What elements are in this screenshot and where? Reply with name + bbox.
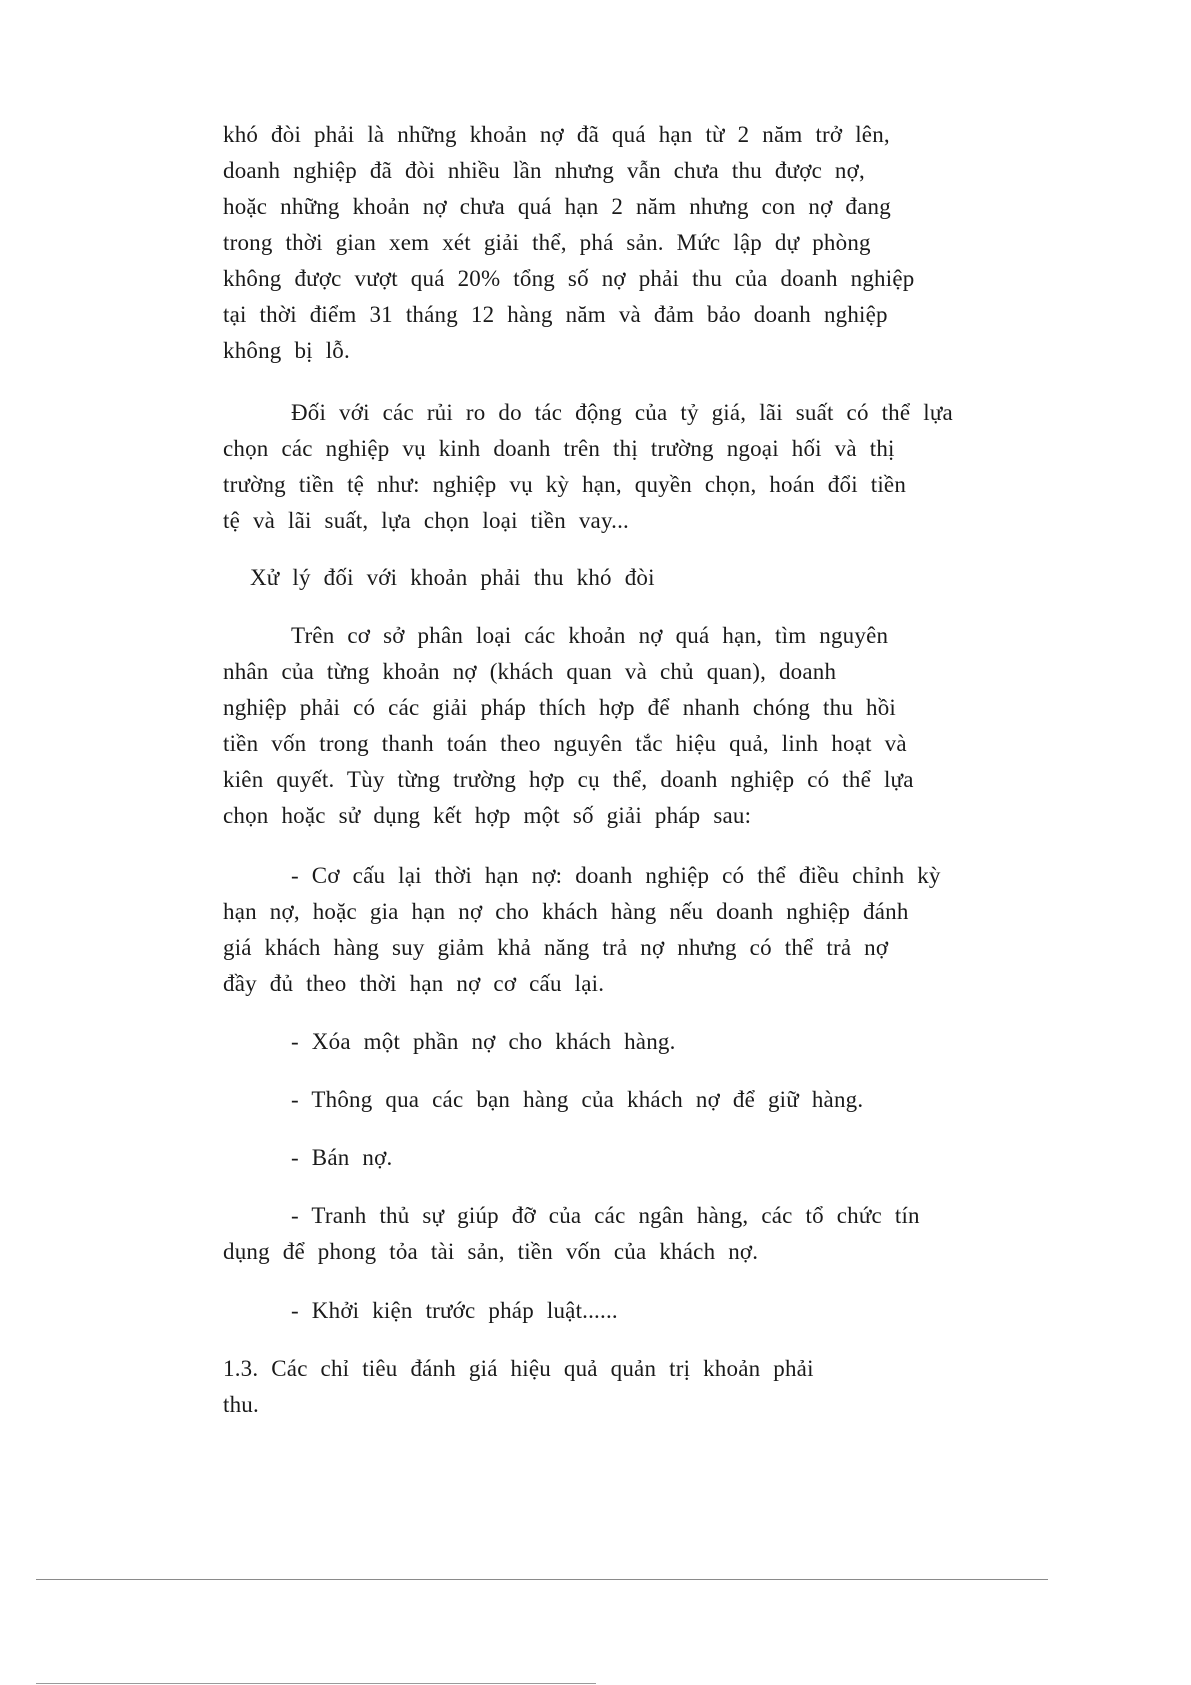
text-line: chọn các nghiệp vụ kinh doanh trên thị trường ngoại hối và thị xyxy=(223,436,895,461)
text-line: - Tranh thủ sự giúp đỡ của các ngân hàng, các tổ chức tín xyxy=(291,1203,920,1228)
text-line: không được vượt quá 20% tổng số nợ phải thu của doanh nghiệp xyxy=(223,266,915,291)
text-line: dụng để phong tỏa tài sản, tiền vốn của khách nợ. xyxy=(223,1239,759,1264)
text-line: trong thời gian xem xét giải thể, phá sản. Mức lập dự phòng xyxy=(223,230,871,255)
bullet-bank-assistance xyxy=(223,1198,920,1270)
paragraph-exchange-rate-risk xyxy=(223,395,953,539)
text-line: giá khách hàng suy giảm khả năng trả nợ nhưng có thể trả nợ xyxy=(223,935,889,960)
text-line: thu. xyxy=(223,1392,259,1417)
text-line: nghiệp phải có các giải pháp thích hợp để nhanh chóng thu hồi xyxy=(223,695,896,720)
text-line: doanh nghiệp đã đòi nhiều lần nhưng vẫn chưa thu được nợ, xyxy=(223,158,865,183)
text-line: nhân của từng khoản nợ (khách quan và chủ quan), doanh xyxy=(223,659,837,684)
section-heading-1-3 xyxy=(223,1351,814,1423)
bullet-lawsuit xyxy=(291,1293,618,1329)
text-line: 1.3. Các chỉ tiêu đánh giá hiệu quả quản trị khoản phải xyxy=(223,1356,814,1381)
text-line: - Khởi kiện trước pháp luật...... xyxy=(291,1298,618,1323)
text-line: chọn hoặc sử dụng kết hợp một số giải pháp sau: xyxy=(223,803,752,828)
text-line: tệ và lãi suất, lựa chọn loại tiền vay... xyxy=(223,508,630,533)
text-line: hạn nợ, hoặc gia hạn nợ cho khách hàng nếu doanh nghiệp đánh xyxy=(223,899,909,924)
text-line: khó đòi phải là những khoản nợ đã quá hạn từ 2 năm trở lên, xyxy=(223,122,890,147)
bottom-edge-line xyxy=(36,1683,596,1684)
text-line: Xử lý đối với khoản phải thu khó đòi xyxy=(250,565,655,590)
footer-divider xyxy=(36,1579,1048,1580)
text-line: Đối với các rủi ro do tác động của tỷ giá, lãi suất có thể lựa xyxy=(291,400,953,425)
text-line: kiên quyết. Tùy từng trường hợp cụ thể, doanh nghiệp có thể lựa xyxy=(223,767,914,792)
bullet-hold-goods xyxy=(291,1082,863,1118)
paragraph-provision-criteria xyxy=(223,117,914,369)
text-line: đầy đủ theo thời hạn nợ cơ cấu lại. xyxy=(223,971,605,996)
text-line: tiền vốn trong thanh toán theo nguyên tắc hiệu quả, linh hoạt và xyxy=(223,731,907,756)
text-line: - Bán nợ. xyxy=(291,1145,393,1170)
text-line: - Thông qua các bạn hàng của khách nợ để giữ hàng. xyxy=(291,1087,864,1112)
text-line: tại thời điểm 31 tháng 12 hàng năm và đảm bảo doanh nghiệp xyxy=(223,302,888,327)
text-line: - Xóa một phần nợ cho khách hàng. xyxy=(291,1029,676,1054)
section-heading-bad-debt-handling xyxy=(250,560,655,596)
paragraph-overdue-classification xyxy=(223,618,914,834)
text-line: Trên cơ sở phân loại các khoản nợ quá hạn, tìm nguyên xyxy=(291,623,889,648)
bullet-write-off xyxy=(291,1024,676,1060)
text-line: - Cơ cấu lại thời hạn nợ: doanh nghiệp có thể điều chỉnh kỳ xyxy=(291,863,941,888)
text-line: không bị lỗ. xyxy=(223,338,350,363)
text-line: hoặc những khoản nợ chưa quá hạn 2 năm nhưng con nợ đang xyxy=(223,194,891,219)
bullet-sell-debt xyxy=(291,1140,392,1176)
text-line: trường tiền tệ như: nghiệp vụ kỳ hạn, quyền chọn, hoán đổi tiền xyxy=(223,472,907,497)
bullet-restructure-debt xyxy=(223,858,941,1002)
